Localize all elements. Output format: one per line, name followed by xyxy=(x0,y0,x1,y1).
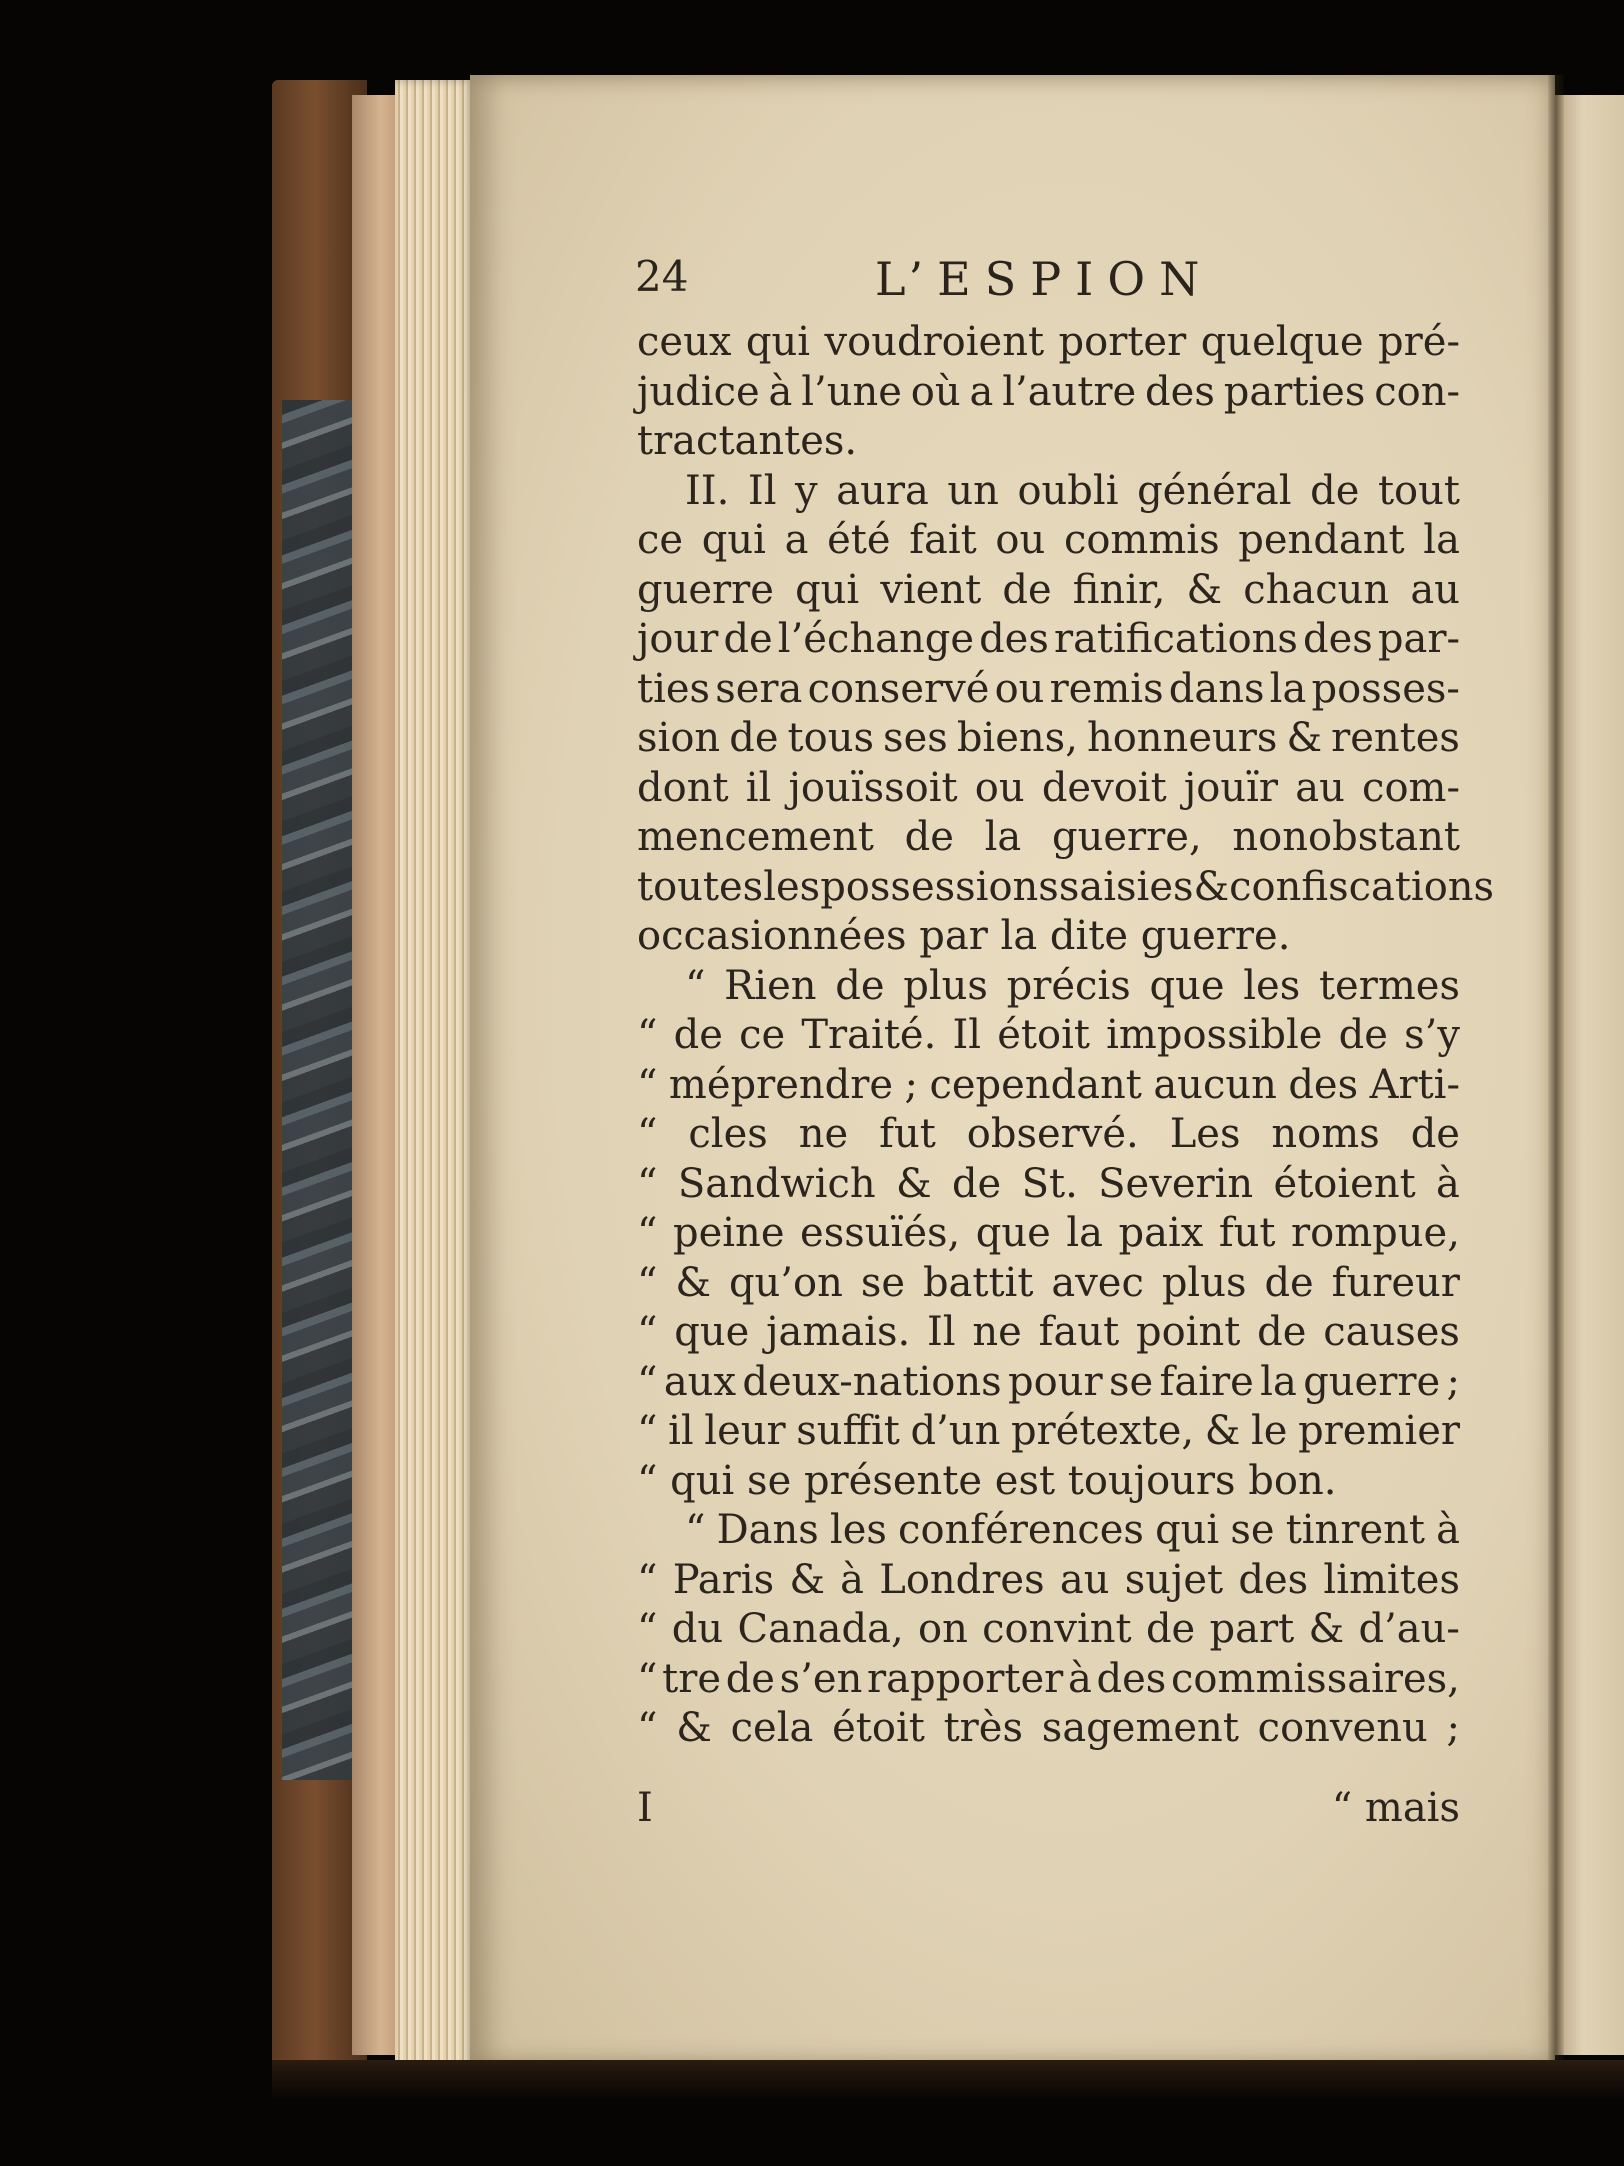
text-line: “ il leur suffit d’un prétexte, & le premier xyxy=(637,1408,1460,1454)
text-line: jour de l’échange des ratifications des par- xyxy=(637,616,1460,662)
text-line: sion de tous ses biens, honneurs & rentes xyxy=(637,715,1460,761)
text-line: “ cles ne fut observé. Les noms de xyxy=(637,1111,1460,1157)
text-line: “ du Canada, on convint de part & d’au- xyxy=(637,1606,1460,1652)
text-line: “ peine essuïés, que la paix fut rompue, xyxy=(637,1210,1460,1256)
text-line: occasionnées par la dite guerre. xyxy=(637,913,1291,959)
text-line: tractantes. xyxy=(637,418,858,464)
page-edges xyxy=(395,80,475,2070)
running-title: L’ESPION xyxy=(875,252,1214,306)
text-line: “ & cela étoit très sagement convenu ; xyxy=(637,1705,1460,1751)
running-header xyxy=(635,252,1455,312)
facing-page-edge xyxy=(1555,95,1624,2055)
text-line: “ Rien de plus précis que les termes xyxy=(685,962,1460,1009)
text-line: II. Il y aura un oubli général de tout xyxy=(685,467,1460,514)
text-line: “ méprendre ; cependant aucun des Arti- xyxy=(637,1061,1460,1108)
endpaper xyxy=(352,95,400,2055)
text-line: “ Paris & à Londres au sujet des limites xyxy=(637,1556,1460,1603)
book-bottom-edge xyxy=(272,2060,1624,2100)
text-line: “ & qu’on se battit avec plus de fureur xyxy=(637,1259,1460,1306)
text-line: guerre qui vient de finir, & chacun au xyxy=(637,566,1460,613)
text-line: “ tre de s’en rapporter à des commissaires, xyxy=(637,1655,1460,1702)
signature-mark: I xyxy=(637,1785,653,1831)
text-line: “ Sandwich & de St. Severin étoient à xyxy=(637,1160,1460,1207)
text-line: “ qui se présente est toujours bon. xyxy=(637,1457,1337,1504)
text-line: toutes les possessions saisies & confiscations xyxy=(637,863,1495,910)
page-footer xyxy=(637,1785,1460,1835)
gutter-shadow xyxy=(1548,75,1564,2065)
text-line: “ que jamais. Il ne faut point de causes xyxy=(637,1309,1460,1355)
text-line: dont il jouïssoit ou devoit jouïr au com- xyxy=(637,764,1460,811)
page-number: 24 xyxy=(635,252,689,301)
page-body-text xyxy=(637,318,1495,1754)
text-line: “ Dans les conférences qui se tinrent à xyxy=(685,1507,1460,1553)
catchword: “ mais xyxy=(1331,1785,1460,1831)
text-line: ceux qui voudroient porter quelque pré- xyxy=(637,319,1460,365)
text-line: “ de ce Traité. Il étoit impossible de s’y xyxy=(637,1012,1460,1058)
text-line: mencement de la guerre, nonobstant xyxy=(637,814,1460,860)
text-line: ties sera conservé ou remis dans la posses- xyxy=(637,665,1460,712)
text-line: ce qui a été fait ou commis pendant la xyxy=(637,517,1460,563)
text-line: judice à l’une où a l’autre des parties con- xyxy=(637,368,1460,415)
text-line: “ aux deux-nations pour se faire la guerre ; xyxy=(637,1358,1460,1405)
